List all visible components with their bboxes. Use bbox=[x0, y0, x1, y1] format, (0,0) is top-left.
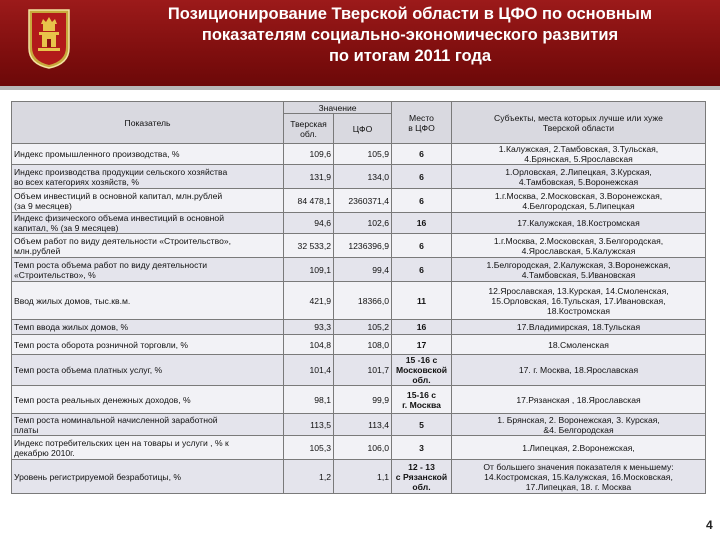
place-cell-line: 15-16 с bbox=[406, 389, 437, 400]
cfo-value-cell: 113,4 bbox=[334, 414, 392, 436]
tver-value-cell: 94,6 bbox=[284, 213, 334, 234]
place-cell bbox=[392, 335, 452, 355]
place-cell-line: с Рязанской обл. bbox=[395, 471, 448, 492]
place-cell-line: 6 bbox=[419, 264, 424, 275]
header-tver-line: обл. bbox=[300, 128, 317, 139]
subjects-cell-line: &4. Белгородская bbox=[543, 424, 614, 435]
indicator-cell bbox=[12, 189, 284, 213]
place-cell-line: 17 bbox=[416, 339, 427, 350]
place-cell-line: 6 bbox=[419, 240, 424, 251]
table-row bbox=[12, 335, 706, 355]
header-cfo: ЦФО bbox=[334, 114, 392, 144]
indicator-cell-line: Темп ввода жилых домов, % bbox=[14, 322, 129, 332]
cfo-value-cell: 101,7 bbox=[334, 355, 392, 386]
indicator-cell-line: «Строительство», % bbox=[14, 269, 96, 280]
subjects-cell-line: 4.Ярославская, 5.Калужская bbox=[521, 245, 636, 256]
indicator-cell-line: Индекс потребительских цен на товары и услуги , % к bbox=[14, 437, 229, 448]
table-row bbox=[12, 414, 706, 436]
indicator-cell-line: Уровень регистрируемой безработицы, % bbox=[14, 471, 182, 482]
tver-value-cell: 93,3 bbox=[284, 320, 334, 335]
place-cell-line: 16 bbox=[416, 218, 427, 228]
tver-coat-of-arms-icon bbox=[27, 8, 71, 70]
table-row bbox=[12, 355, 706, 386]
indicator-cell bbox=[12, 335, 284, 355]
place-cell bbox=[392, 282, 452, 320]
indicator-cell bbox=[12, 320, 284, 335]
subjects-cell-line: 17.Владимирская, 18.Тульская bbox=[516, 322, 641, 332]
place-cell-line: 11 bbox=[416, 295, 427, 306]
subjects-cell-line: 1.г.Москва, 2.Московская, 3.Белгородская, bbox=[493, 235, 664, 246]
place-cell bbox=[392, 213, 452, 234]
indicator-cell bbox=[12, 234, 284, 258]
subjects-cell bbox=[452, 335, 706, 355]
tver-value-cell: 109,6 bbox=[284, 144, 334, 165]
page-title bbox=[120, 4, 700, 67]
subjects-cell bbox=[452, 213, 706, 234]
place-cell-line: 15 -16 с bbox=[405, 355, 438, 365]
subjects-cell-line: 17. г. Москва, 18.Ярославская bbox=[518, 365, 639, 375]
indicator-cell-line: во всех категориях хозяйств, % bbox=[14, 176, 139, 187]
indicator-cell bbox=[12, 258, 284, 282]
subjects-cell-line: 1.г.Москва, 2.Московская, 3.Воронежская, bbox=[494, 190, 663, 201]
place-cell bbox=[392, 436, 452, 460]
indicator-cell-line: Темп роста объема работ по виду деятельности bbox=[14, 259, 208, 270]
table-row bbox=[12, 189, 706, 213]
subjects-cell bbox=[452, 282, 706, 320]
place-cell-line: 5 bbox=[419, 419, 424, 430]
subjects-cell-line: 17.Калужская, 18.Костромская bbox=[517, 218, 640, 228]
subjects-cell-line: 14.Костромская, 15.Калужская, 16.Московская, bbox=[484, 471, 673, 482]
header-subjects bbox=[452, 102, 706, 144]
place-cell bbox=[392, 258, 452, 282]
place-cell-line: г. Москва bbox=[402, 399, 441, 410]
cfo-value-cell: 134,0 bbox=[334, 165, 392, 189]
tver-value-cell: 105,3 bbox=[284, 436, 334, 460]
header-place-line: в ЦФО bbox=[408, 122, 435, 133]
subjects-cell bbox=[452, 189, 706, 213]
cfo-value-cell: 18366,0 bbox=[334, 282, 392, 320]
header-indicator: Показатель bbox=[12, 102, 284, 144]
subjects-cell bbox=[452, 320, 706, 335]
place-cell bbox=[392, 234, 452, 258]
subjects-cell bbox=[452, 386, 706, 414]
subjects-cell-line: 18.Смоленская bbox=[548, 339, 609, 350]
header-tver-line: Тверская bbox=[290, 118, 327, 129]
tver-value-cell: 1,2 bbox=[284, 460, 334, 494]
subjects-cell-line: 4.Белгородская, 5.Липецкая bbox=[522, 200, 635, 211]
subjects-cell-line: 18.Костромская bbox=[546, 305, 611, 316]
subjects-cell bbox=[452, 414, 706, 436]
tver-value-cell: 101,4 bbox=[284, 355, 334, 386]
place-cell-line: 6 bbox=[419, 149, 424, 159]
subjects-cell bbox=[452, 258, 706, 282]
place-cell-line: 12 - 13 bbox=[408, 461, 435, 472]
cfo-value-cell: 1,1 bbox=[334, 460, 392, 494]
indicators-table bbox=[11, 101, 706, 494]
tver-value-cell: 84 478,1 bbox=[284, 189, 334, 213]
table-body bbox=[12, 144, 706, 494]
tver-value-cell: 131,9 bbox=[284, 165, 334, 189]
indicator-cell-line: Темп роста реальных денежных доходов, % bbox=[14, 394, 191, 405]
indicator-cell bbox=[12, 436, 284, 460]
indicator-cell-line: платы bbox=[14, 424, 39, 435]
place-cell bbox=[392, 386, 452, 414]
header-place-line: Место bbox=[409, 112, 434, 123]
subjects-cell-line: 4.Брянская, 5.Ярославская bbox=[524, 154, 633, 164]
place-cell bbox=[392, 460, 452, 494]
cfo-value-cell: 102,6 bbox=[334, 213, 392, 234]
tver-value-cell: 104,8 bbox=[284, 335, 334, 355]
cfo-value-cell: 2360371,4 bbox=[334, 189, 392, 213]
title-line-3: по итогам 2011 года bbox=[328, 47, 492, 65]
subjects-cell-line: 4.Тамбовская, 5.Воронежская bbox=[518, 176, 639, 187]
place-cell bbox=[392, 355, 452, 386]
indicator-cell-line: Темп роста объема платных услуг, % bbox=[14, 365, 163, 375]
title-line-2: показателям социально-экономического развития bbox=[201, 26, 619, 44]
subjects-cell-line: 1.Липецкая, 2.Воронежская, bbox=[522, 442, 635, 453]
indicator-cell-line: Темп роста номинальной начисленной заработной bbox=[14, 414, 218, 425]
indicator-cell-line: Объем работ по виду деятельности «Строительство», bbox=[14, 235, 232, 246]
indicator-cell-line: Объем инвестиций в основной капитал, млн.рублей bbox=[14, 190, 223, 201]
indicator-cell-line: Индекс физического объема инвестиций в основной bbox=[14, 213, 224, 223]
table-row bbox=[12, 234, 706, 258]
page-number: 4 bbox=[706, 518, 713, 532]
indicator-cell bbox=[12, 355, 284, 386]
indicator-cell-line: Ввод жилых домов, тыс.кв.м. bbox=[14, 295, 131, 306]
subjects-cell bbox=[452, 144, 706, 165]
banner-divider bbox=[0, 86, 720, 90]
table-row bbox=[12, 213, 706, 234]
title-line-1: Позиционирование Тверской области в ЦФО по основным bbox=[167, 5, 653, 23]
indicator-cell-line: декабрю 2010г. bbox=[14, 447, 75, 458]
subjects-cell-line: 1.Белгородская, 2.Калужская, 3.Воронежская, bbox=[486, 259, 671, 270]
table-row bbox=[12, 386, 706, 414]
tver-value-cell: 32 533,2 bbox=[284, 234, 334, 258]
indicator-cell bbox=[12, 165, 284, 189]
table-row bbox=[12, 460, 706, 494]
cfo-value-cell: 105,9 bbox=[334, 144, 392, 165]
indicator-cell-line: капитал, % (за 9 месяцев) bbox=[14, 223, 119, 233]
indicator-cell-line: Индекс промышленного производства, % bbox=[14, 149, 180, 159]
header-subjects-line: Тверской области bbox=[542, 122, 615, 133]
subjects-cell-line: 17.Рязанская , 18.Ярославская bbox=[516, 394, 641, 405]
subjects-cell-line: 1.Калужская, 2.Тамбовская, 3.Тульская, bbox=[498, 144, 659, 154]
tver-value-cell: 113,5 bbox=[284, 414, 334, 436]
place-cell bbox=[392, 165, 452, 189]
cfo-value-cell: 99,9 bbox=[334, 386, 392, 414]
place-cell-line: 16 bbox=[416, 322, 427, 332]
tver-value-cell: 421,9 bbox=[284, 282, 334, 320]
subjects-cell-line: 1. Брянская, 2. Воронежская, 3. Курская, bbox=[497, 414, 660, 425]
place-cell bbox=[392, 144, 452, 165]
indicator-cell bbox=[12, 213, 284, 234]
subjects-cell-line: 17.Липецкая, 18. г. Москва bbox=[525, 481, 632, 492]
subjects-cell-line: От большего значения показателя к меньшему: bbox=[483, 461, 674, 472]
place-cell-line: 3 bbox=[419, 442, 424, 453]
place-cell-line: 6 bbox=[419, 171, 424, 182]
indicator-cell bbox=[12, 414, 284, 436]
cfo-value-cell: 106,0 bbox=[334, 436, 392, 460]
table-row bbox=[12, 436, 706, 460]
cfo-value-cell: 108,0 bbox=[334, 335, 392, 355]
indicator-cell bbox=[12, 386, 284, 414]
table-row bbox=[12, 282, 706, 320]
indicator-cell-line: млн.рублей bbox=[14, 245, 61, 256]
subjects-cell-line: 12.Ярославская, 13.Курская, 14.Смоленская, bbox=[488, 285, 669, 296]
table-row bbox=[12, 320, 706, 335]
tver-value-cell: 98,1 bbox=[284, 386, 334, 414]
indicator-cell-line: (за 9 месяцев) bbox=[14, 200, 72, 211]
header-subjects-line: Субъекты, места которых лучше или хуже bbox=[494, 112, 663, 123]
subjects-cell bbox=[452, 165, 706, 189]
cfo-value-cell: 99,4 bbox=[334, 258, 392, 282]
place-cell-line: Московской обл. bbox=[395, 365, 448, 385]
header-tver bbox=[284, 114, 334, 144]
cfo-value-cell: 1236396,9 bbox=[334, 234, 392, 258]
table-row bbox=[12, 144, 706, 165]
subjects-cell-line: 4.Тамбовская, 5.Ивановская bbox=[521, 269, 636, 280]
header-place bbox=[392, 102, 452, 144]
subjects-cell-line: 1.Орловская, 2.Липецкая, 3.Курская, bbox=[505, 166, 652, 177]
tver-value-cell: 109,1 bbox=[284, 258, 334, 282]
title-banner bbox=[0, 0, 720, 90]
indicator-cell bbox=[12, 460, 284, 494]
table-row bbox=[12, 165, 706, 189]
place-cell bbox=[392, 189, 452, 213]
header-value: Значение bbox=[284, 102, 392, 114]
indicator-cell bbox=[12, 282, 284, 320]
indicator-cell-line: Индекс производства продукции сельского хозяйства bbox=[14, 166, 228, 177]
place-cell bbox=[392, 414, 452, 436]
table-row bbox=[12, 258, 706, 282]
subjects-cell bbox=[452, 355, 706, 386]
cfo-value-cell: 105,2 bbox=[334, 320, 392, 335]
subjects-cell-line: 15.Орловская, 16.Тульская, 17.Ивановская, bbox=[491, 295, 666, 306]
indicator-cell-line: Темп роста оборота розничной торговли, % bbox=[14, 339, 189, 350]
subjects-cell bbox=[452, 234, 706, 258]
subjects-cell bbox=[452, 436, 706, 460]
place-cell-line: 6 bbox=[419, 195, 424, 206]
indicator-cell bbox=[12, 144, 284, 165]
place-cell bbox=[392, 320, 452, 335]
subjects-cell bbox=[452, 460, 706, 494]
